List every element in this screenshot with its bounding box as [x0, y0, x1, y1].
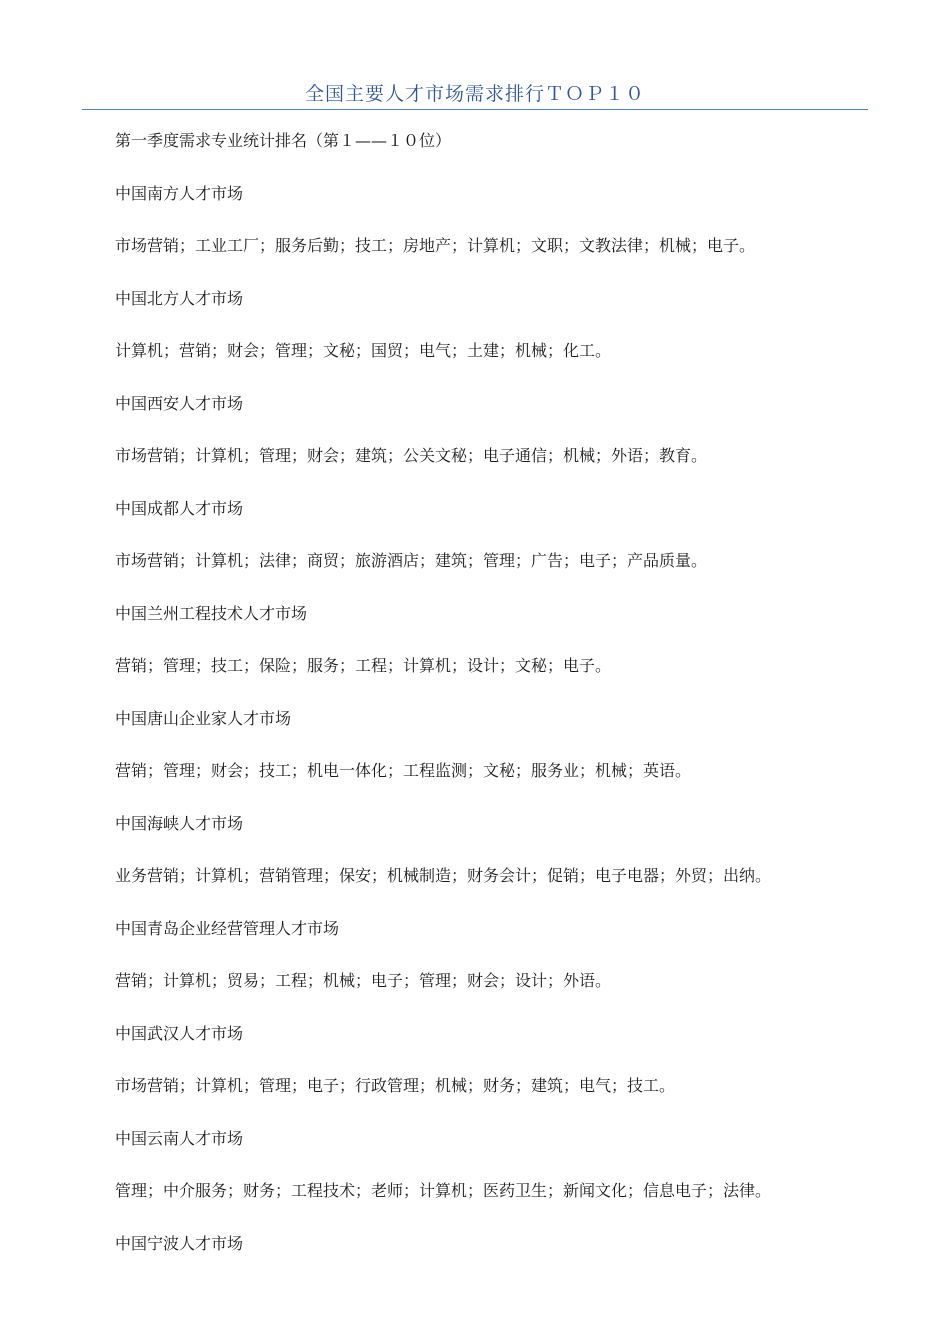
market-majors: 市场营销；计算机；法律；商贸；旅游酒店；建筑；管理；广告；电子；产品质量。 [115, 551, 708, 570]
market-majors: 市场营销；计算机；管理；电子；行政管理；机械；财务；建筑；电气；技工。 [115, 1076, 676, 1095]
document-title: 全国主要人才市场需求排行ＴＯＰ１０ [304, 83, 645, 105]
market-name: 中国宁波人才市场 [115, 1233, 244, 1253]
section-subtitle: 第一季度需求专业统计排名（第１——１０位） [115, 131, 452, 150]
market-name: 中国武汉人才市场 [115, 1023, 244, 1043]
market-name: 中国云南人才市场 [115, 1128, 244, 1148]
title-underline [82, 109, 868, 110]
market-majors: 市场营销；计算机；管理；财会；建筑；公关文秘；电子通信；机械；外语；教育。 [115, 446, 708, 465]
market-name: 中国成都人才市场 [115, 498, 244, 518]
market-majors: 计算机；营销；财会；管理；文秘；国贸；电气；土建；机械；化工。 [115, 341, 612, 360]
market-majors: 管理；中介服务；财务；工程技术；老师；计算机；医药卫生；新闻文化；信息电子；法律。 [115, 1181, 772, 1200]
market-name: 中国兰州工程技术人才市场 [115, 603, 308, 623]
market-majors: 营销；管理；财会；技工；机电一体化；工程监测；文秘；服务业；机械；英语。 [115, 761, 692, 780]
market-name: 中国青岛企业经营管理人才市场 [115, 918, 340, 938]
document-body [115, 123, 875, 1278]
market-name: 中国北方人才市场 [115, 288, 244, 308]
market-name: 中国南方人才市场 [115, 183, 244, 203]
market-majors: 营销；管理；技工；保险；服务；工程；计算机；设计；文秘；电子。 [115, 656, 612, 675]
market-name: 中国西安人才市场 [115, 393, 244, 413]
market-majors: 营销；计算机；贸易；工程；机械；电子；管理；财会；设计；外语。 [115, 971, 612, 990]
market-majors: 业务营销；计算机；营销管理；保安；机械制造；财务会计；促销；电子电器；外贸；出纳。 [115, 866, 772, 885]
market-name: 中国唐山企业家人才市场 [115, 708, 292, 728]
market-majors: 市场营销；工业工厂；服务后勤；技工；房地产；计算机；文职；文教法律；机械；电子。 [115, 236, 756, 255]
market-name: 中国海峡人才市场 [115, 813, 244, 833]
